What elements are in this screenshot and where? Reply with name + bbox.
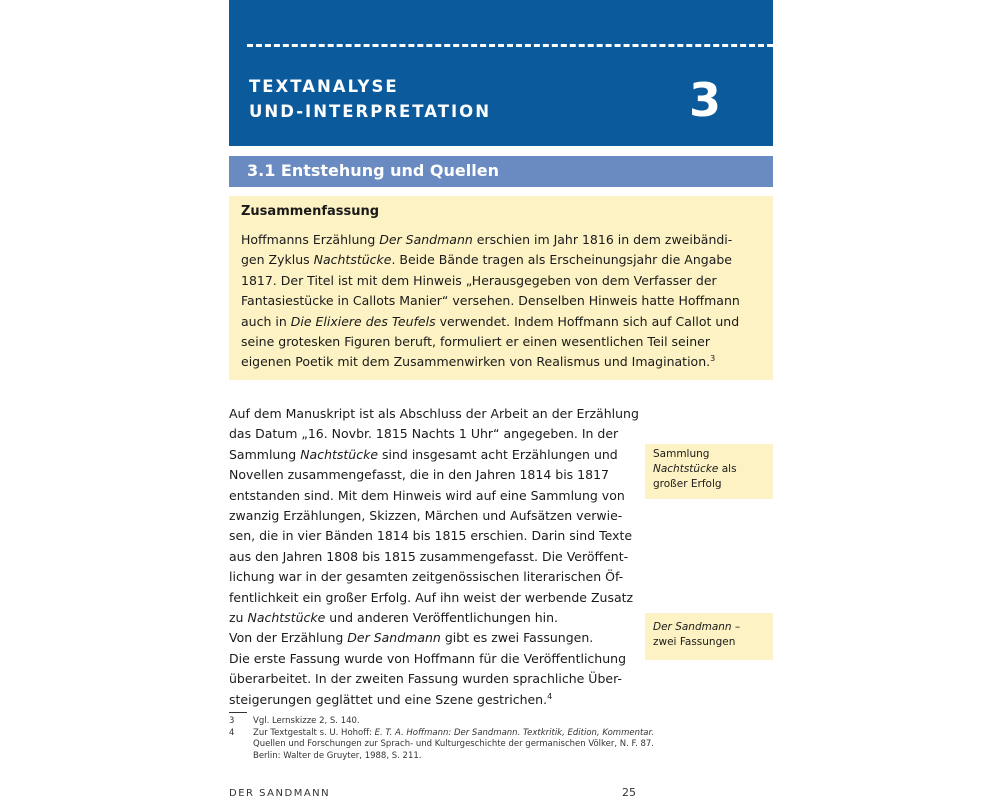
text-run: gibt es zwei Fassungen. — [440, 630, 594, 646]
body-line — [229, 506, 639, 526]
chapter-title-line: TEXTANALYSE — [249, 77, 399, 96]
margin-note-line — [653, 635, 765, 650]
summary-line — [241, 291, 763, 311]
text-run: großer Erfolg — [653, 478, 722, 490]
text-run: – — [731, 621, 741, 633]
text-run: Sammlung — [229, 446, 301, 462]
footnote-line — [253, 751, 749, 763]
text-run: Vgl. Lernskizze 2, S. 140. — [253, 716, 360, 726]
body-line — [229, 567, 639, 587]
text-run: Auf dem Manuskript ist als Abschluss der Arbeit an der Erzählung — [229, 406, 639, 421]
text-run: fentlichkeit ein großer Erfolg. Auf ihn weist der werbende Zusatz — [229, 589, 634, 605]
italic-run: Nachtstücke — [300, 446, 379, 462]
summary-heading: Zusammenfassung — [241, 204, 380, 219]
text-run: . Beide Bände tragen als Erscheinungsjahr die Angabe — [391, 252, 733, 268]
text-run: das Datum „16. Novbr. 1815 Nachts 1 Uhr“ angegeben. In der — [229, 426, 619, 442]
summary-text — [241, 230, 763, 373]
footnote — [229, 716, 749, 728]
summary-line — [241, 312, 763, 332]
chapter-header — [229, 0, 773, 146]
text-run: entstanden sind. Mit dem Hinweis wird auf eine Sammlung von — [229, 487, 625, 503]
margin-note-line — [653, 477, 765, 492]
text-run: seine grotesken Figuren beruft, formuliert er einen wesentlichen Teil seiner — [241, 334, 710, 350]
footnote-reference: 3 — [710, 354, 716, 364]
text-run: lichung war in der gesamten zeitgenössischen literarischen Öf- — [229, 569, 624, 585]
dashed-rule — [247, 44, 773, 47]
footnote-text — [253, 728, 749, 763]
body-line — [229, 465, 639, 485]
summary-line — [241, 271, 763, 291]
body-line — [229, 608, 639, 628]
italic-run: Der Sandmann — [347, 630, 441, 646]
body-line — [229, 690, 639, 710]
section-title: 3.1 Entstehung und Quellen — [247, 161, 499, 180]
text-run: sen, die in vier Bänden 1814 bis 1815 erschien. Darin sind Texte — [229, 528, 633, 544]
text-run: zwei Fassungen — [653, 636, 736, 648]
italic-run: Der Sandmann — [379, 232, 473, 247]
text-run: verwendet. Indem Hoffmann sich auf Callot und — [435, 313, 740, 329]
text-run: und anderen Veröffentlichungen hin. — [325, 610, 559, 626]
text-run: Fantasiestücke in Callots Manier“ versehen. Denselben Hinweis hatte Hoffmann — [241, 293, 740, 309]
text-run: Quellen und Forschungen zur Sprach- und Kulturgeschichte der germanischen Völker, N. F. 87. — [253, 739, 654, 749]
margin-note-line — [653, 447, 765, 462]
body-line — [229, 404, 639, 424]
body-line — [229, 588, 639, 608]
text-run: eigenen Poetik mit dem Zusammenwirken von Realismus und Imagination. — [241, 354, 711, 370]
italic-run: Nachtstücke — [653, 463, 719, 475]
text-run: Von der Erzählung — [229, 630, 348, 646]
italic-run: Die Elixiere des Teufels — [290, 313, 436, 329]
body-line — [229, 649, 639, 669]
summary-box — [229, 196, 773, 380]
body-line — [229, 526, 639, 546]
chapter-title-line: UND-INTERPRETATION — [249, 102, 492, 121]
text-run: sind insgesamt acht Erzählungen und — [378, 446, 618, 462]
text-run: Zur Textgestalt s. U. Hohoff: — [253, 727, 375, 738]
footnote-text — [253, 716, 749, 728]
body-line — [229, 547, 639, 567]
footnote-line — [253, 739, 749, 751]
text-run: zu — [229, 610, 248, 626]
text-run: Berlin: Walter de Gruyter, 1988, S. 211. — [253, 750, 422, 761]
margin-note-collection-success — [645, 444, 773, 499]
text-run: als — [718, 463, 737, 475]
italic-run: Der Sandmann — [653, 621, 732, 633]
footnotes — [229, 716, 749, 762]
text-run: Sammlung — [653, 448, 710, 460]
margin-note-line — [653, 462, 765, 477]
text-run: steigerungen geglättet und eine Szene gestrichen. — [229, 691, 548, 707]
italic-run: E. T. A. Hoffmann: Der Sandmann. Textkritik, Edition, Kommentar. — [374, 727, 654, 738]
footnote-number: 3 — [229, 716, 235, 726]
margin-note-line — [653, 620, 765, 635]
summary-line — [241, 230, 763, 250]
body-line — [229, 628, 639, 648]
summary-line — [241, 332, 763, 352]
running-footer-title: DER SANDMANN — [229, 788, 331, 799]
chapter-title — [249, 74, 491, 124]
section-bar — [229, 156, 773, 187]
text-run: erschien im Jahr 1816 in dem zweibändi- — [472, 232, 733, 247]
body-line — [229, 445, 639, 465]
footnote-rule — [229, 712, 247, 713]
body-line — [229, 669, 639, 689]
chapter-number: 3 — [688, 73, 721, 127]
text-run: 1817. Der Titel ist mit dem Hinweis „Herausgegeben von dem Verfasser der — [241, 272, 717, 288]
footnote-line — [253, 728, 749, 740]
footnote — [229, 728, 749, 763]
italic-run: Nachtstücke — [313, 252, 392, 268]
body-line — [229, 424, 639, 444]
text-run: Novellen zusammengefasst, die in den Jahren 1814 bis 1817 — [229, 467, 609, 483]
body-line — [229, 486, 639, 506]
footnote-line — [253, 716, 749, 728]
text-run: auch in — [241, 313, 291, 329]
text-run: zwanzig Erzählungen, Skizzen, Märchen und Aufsätzen verwie- — [229, 508, 623, 524]
text-run: Hoffmanns Erzählung — [241, 232, 380, 247]
body-text — [229, 404, 639, 710]
text-run: überarbeitet. In der zweiten Fassung wurden sprachliche Über- — [229, 671, 622, 687]
text-run: Die erste Fassung wurde von Hoffmann für die Veröffentlichung — [229, 650, 627, 666]
summary-line — [241, 352, 763, 372]
footnote-reference: 4 — [547, 691, 553, 701]
text-run: gen Zyklus — [241, 252, 314, 268]
text-run: aus den Jahren 1808 bis 1815 zusammengefasst. Die Veröffent- — [229, 548, 629, 564]
page-number: 25 — [622, 786, 636, 799]
italic-run: Nachtstücke — [247, 610, 326, 626]
margin-note-two-versions — [645, 613, 773, 660]
summary-line — [241, 250, 763, 270]
footnote-number: 4 — [229, 727, 235, 738]
